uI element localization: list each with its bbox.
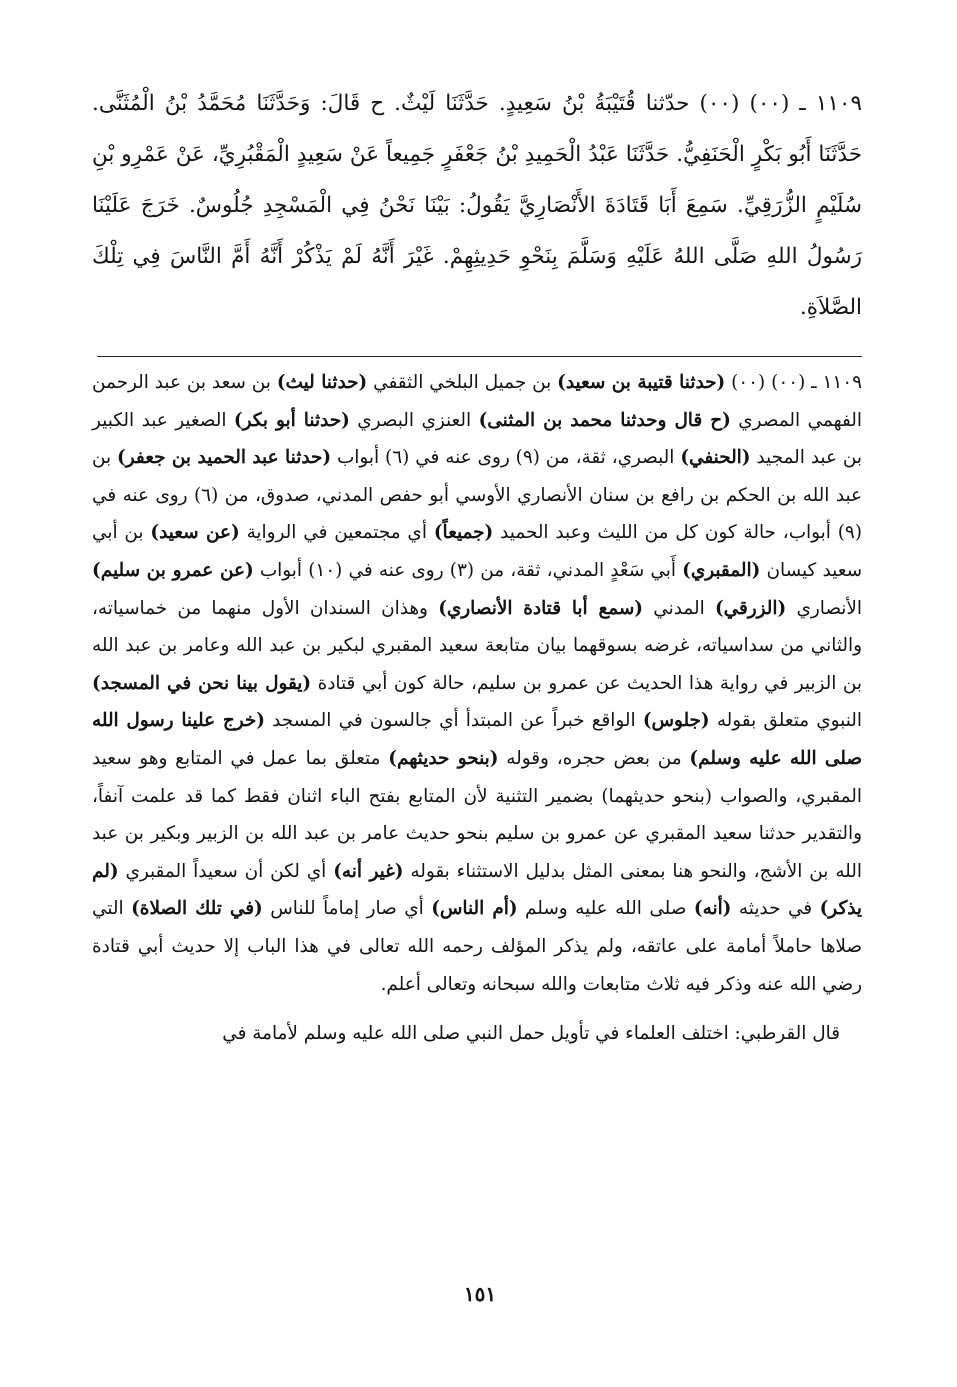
commentary-text: بن عبد الله بن الحكم بن رافع بن سنان الأنصاري الأوسي أبو حفص المدني، صدوق، من (٦) روى عنه في (٩) أبواب، حالة كون كل من الليث وعبد الحميد [92, 447, 862, 544]
commentary-quote: (خرج علينا رسول الله صلى الله عليه وسلم) [92, 710, 862, 769]
commentary-quote: (الحنفي) [680, 447, 751, 469]
commentary-text: بن أبي سعيد كيسان [92, 522, 862, 581]
commentary-quote: (ح قال وحدثنا محمد بن المثنى) [478, 409, 731, 431]
commentary-quote: (بنحو حديثهم) [388, 747, 499, 769]
commentary-text: في حديثه [731, 898, 820, 920]
commentary-paragraph [92, 364, 862, 1003]
commentary-quote: (يقول بينا نحن في المسجد) [92, 672, 312, 694]
commentary-quote: (عن سعيد) [150, 522, 240, 544]
commentary-text: بن سعد بن عبد الرحمن الفهمي المصري [92, 372, 863, 431]
commentary-block [92, 364, 862, 1053]
commentary-text: أي لكن أن سعيداً المقبري [118, 860, 334, 882]
commentary-quote: (حدثنا عبد الحميد بن جعفر) [117, 447, 332, 469]
page-number: ١٥١ [463, 1282, 497, 1306]
commentary-quote: (غير أنه) [333, 860, 404, 882]
commentary-text: الواقع خبراً عن المبتدأ أي جالسون في المسجد [264, 710, 643, 732]
commentary-text: متعلق بما عمل في المتابع وهو سعيد المقبري، والصواب (بنحو حديثهما) بضمير التثنية لأن المتابع بفتح الباء اثنان فقط كما قد علمت آنفاً، والتقدير حدثنا سعيد المقبري عن عمرو بن سليم بنحو حديث عامر بن عبد الله بن الزبير وبكير بن عبد الله بن الأشج، والنحو هنا بمعنى المثل بدليل الاستثناء بقوله [92, 747, 862, 882]
hadith-text-block [92, 78, 862, 333]
commentary-text: من بعض حجره، وقوله [498, 747, 690, 769]
commentary-text: ١١٠٩ ـ (٠٠) (٠٠) [725, 372, 862, 393]
commentary-text: النبوي متعلق بقوله [709, 710, 862, 732]
commentary-quote: (في تلك الصلاة) [131, 898, 263, 920]
commentary-text: العنزي البصري [349, 409, 479, 431]
qurtubi-paragraph: قال القرطبي: اختلف العلماء في تأويل حمل النبي صلى الله عليه وسلم لأمامة في [222, 1023, 840, 1045]
commentary-quote: (المقبري) [682, 559, 761, 581]
commentary-text: التي صلاها حاملاً أمامة على عاتقه، ولم يذكر المؤلف رحمه الله تعالى في هذا الباب إلا حديث أبي قتادة رضي الله عنه وذكر فيه ثلاث متابعات والله سبحانه وتعالى أعلم. [92, 898, 862, 995]
commentary-text: المدني [643, 597, 715, 619]
commentary-text: أي مجتمعين في الرواية [239, 522, 434, 544]
hadith-paragraph: ١١٠٩ ـ (٠٠) (٠٠) حدّثنا قُتَيْبَةُ بْنُ سَعِيدٍ. حَدَّثَنَا لَيْثٌ. ح قَالَ: وَحَدَّثَنَا مُحَمَّدُ بْنُ الْمُثَنَّى. حَدَّثَنَا أَبُو بَكْرٍ الْحَنَفِيُّ. حَدَّثَنَا عَبْدُ الْحَمِيدِ بْنُ جَعْفَرٍ جَمِيعاً عَنْ سَعِيدٍ الْمَقْبُرِيِّ، عَنْ عَمْرِو بْنِ سُلَيْمٍ الزُّرَقِيِّ. سَمِعَ أَبَا قَتَادَةَ الأَنْصَارِيَّ يَقُولُ: بَيْنَا نَحْنُ فِي الْمَسْجِدِ جُلُوسٌ. خَرَجَ عَلَيْنَا رَسُولُ اللهِ صَلَّى اللهُ عَلَيْهِ وَسَلَّمَ بِنَحْوِ حَدِيثِهِمْ. غَيْرَ أَنَّهُ لَمْ يَذْكُرْ أَنَّهُ أَمَّ النَّاسَ فِي تِلْكَ الصَّلاَةِ. [92, 91, 862, 320]
commentary-quote: (حدثنا قتيبة بن سعيد) [557, 372, 726, 393]
commentary-text: صلى الله عليه وسلم [517, 898, 694, 920]
commentary-text: وهذان السندان الأول منهما من خماسياته، والثاني من سداسياته، غرضه بسوقهما بيان متابعة سعيد المقبري لبكير بن عبد الله وعامر بن عبد الله بن الزبير في رواية هذا الحديث عن عمرو بن سليم، حالة كون أبي قتادة [92, 597, 862, 694]
separator-line [97, 356, 862, 357]
commentary-text: الأنصاري [786, 597, 863, 619]
commentary-quote: (لم يذكر) [92, 860, 862, 920]
commentary-quote: (حدثنا ليث) [276, 372, 368, 393]
commentary-text: بن جميل البلخي الثقفي [367, 372, 558, 393]
commentary-quote: (جلوس) [642, 710, 710, 732]
commentary-quote: (سمع أبا قتادة الأنصاري) [438, 597, 643, 619]
commentary-quote: (عن عمرو بن سليم) [92, 559, 254, 581]
commentary-text: الصغير عبد الكبير بن عبد المجيد [92, 409, 862, 469]
commentary-quote: (حدثنا أبو بكر) [233, 409, 350, 431]
commentary-text: أي صار إماماً للناس [262, 898, 432, 920]
commentary-text: أَبي سَعْدٍ المدني، ثقة، من (٣) روى عنه في (١٠) أبواب [253, 559, 683, 581]
commentary-quote: (أنه) [693, 898, 732, 920]
commentary-quote: (أم الناس) [431, 898, 518, 920]
commentary-quote: (الزرقي) [714, 597, 787, 619]
commentary-text: البصري، ثقة، من (٩) روى عنه في (٦) أبواب [331, 447, 681, 469]
commentary-quote: (جميعاً) [433, 522, 494, 544]
